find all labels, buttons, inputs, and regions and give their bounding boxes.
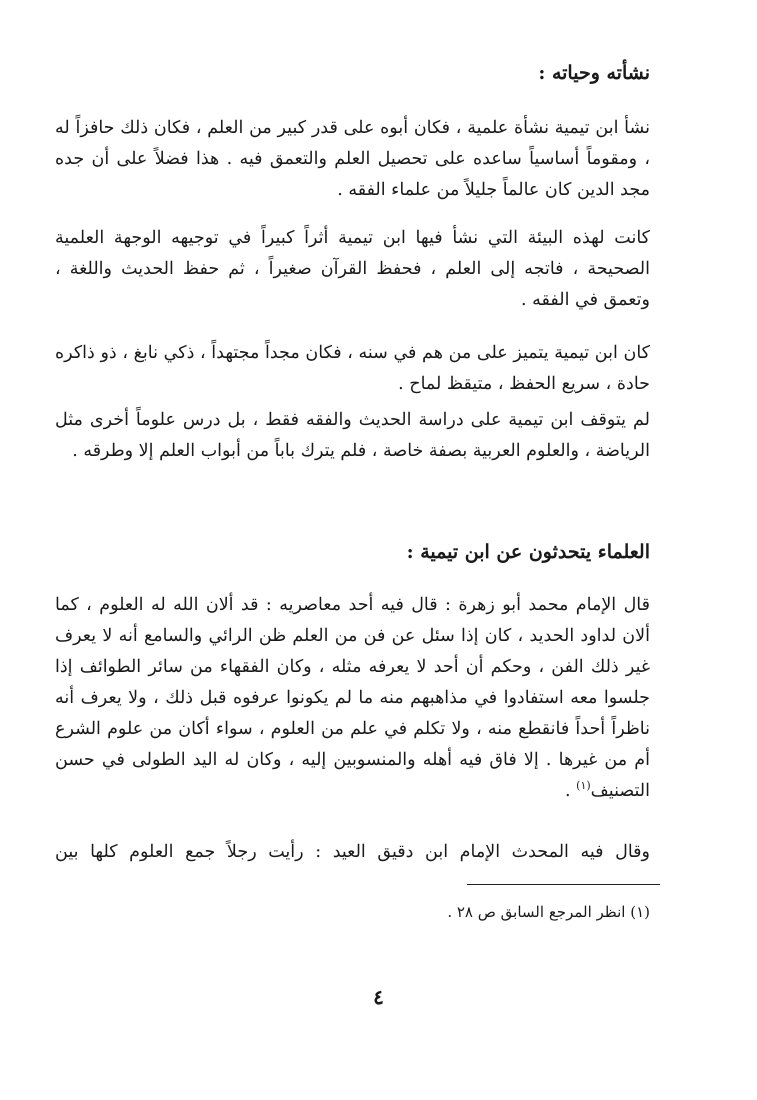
paragraph-upbringing-4: لم يتوقف ابن تيمية على دراسة الحديث والفقه فقط ، بل درس علوماً أخرى مثل الرياضة ، والعلوم العربية بصفة خاصة ، فلم يترك باباً من أبواب العلم إلا وطرقه . — [55, 410, 650, 461]
paragraph-quote-abu-zahra — [55, 590, 650, 807]
paragraph-quote-ibn-daqiq: وقال فيه المحدث الإمام ابن دقيق العيد : رأيت رجلاً جمع العلوم كلها بين — [55, 842, 650, 862]
footnote: (١) انظر المرجع السابق ص ٢٨ . — [447, 903, 650, 921]
quote-end-punctuation: . — [565, 781, 577, 801]
footnote-reference: (١) — [576, 779, 591, 793]
paragraph-upbringing-2: كانت لهذه البيئة التي نشأ فيها ابن تيمية أثراً كبيراً في توجيهه الوجهة العلمية الصحيحة ، فاتجه إلى العلم ، فحفظ القرآن صغيراً ، ثم حفظ الحديث واللغة ، وتعمق في الفقه . — [55, 228, 650, 310]
section-heading-scholars: العلماء يتحدثون عن ابن تيمية : — [406, 541, 650, 563]
paragraph-upbringing-1: نشأ ابن تيمية نشأة علمية ، فكان أبوه على قدر كبير من العلم ، فكان ذلك حافزاً له ، ومقوماً أساسياً ساعده على تحصيل العلم والتعمق فيه . هذا فضلاً على أن جده مجد الدين كان عالماً جليلاً من علماء الفقه . — [55, 118, 650, 200]
quote-text: قال الإمام محمد أبو زهرة : قال فيه أحد معاصريه : قد ألان الله له العلوم ، كما ألان لداود الحديد ، كان إذا سئل عن فن من العلم ظن الرائي والسامع أنه لا يعرف غير ذلك الفن ، وحكم أن أحد لا يعرفه مثله ، وكان الفقهاء من سائر الطوائف إذا جلسوا معه استفادوا في مذاهبهم منه ما لم يكونوا عرفوه قبل ذلك ، ولا يعرف أنه ناظراً أحداً فانقطع منه ، ولا تكلم في علم من العلوم ، سواء أكان من علوم الشرع أم من غيرها . إلا فاق فيه أهله والمنسوبين إليه ، وكان له اليد الطولى في حسن التصنيف — [55, 595, 650, 801]
footnote-divider — [467, 884, 660, 885]
section-heading-upbringing: نشأته وحياته : — [538, 62, 650, 84]
page-number: ٤ — [373, 985, 384, 1009]
paragraph-upbringing-3: كان ابن تيمية يتميز على من هم في سنه ، فكان مجداً مجتهداً ، ذكي نابغ ، ذو ذاكره حادة ، سريع الحفظ ، متيقظ لماح . — [55, 343, 650, 394]
